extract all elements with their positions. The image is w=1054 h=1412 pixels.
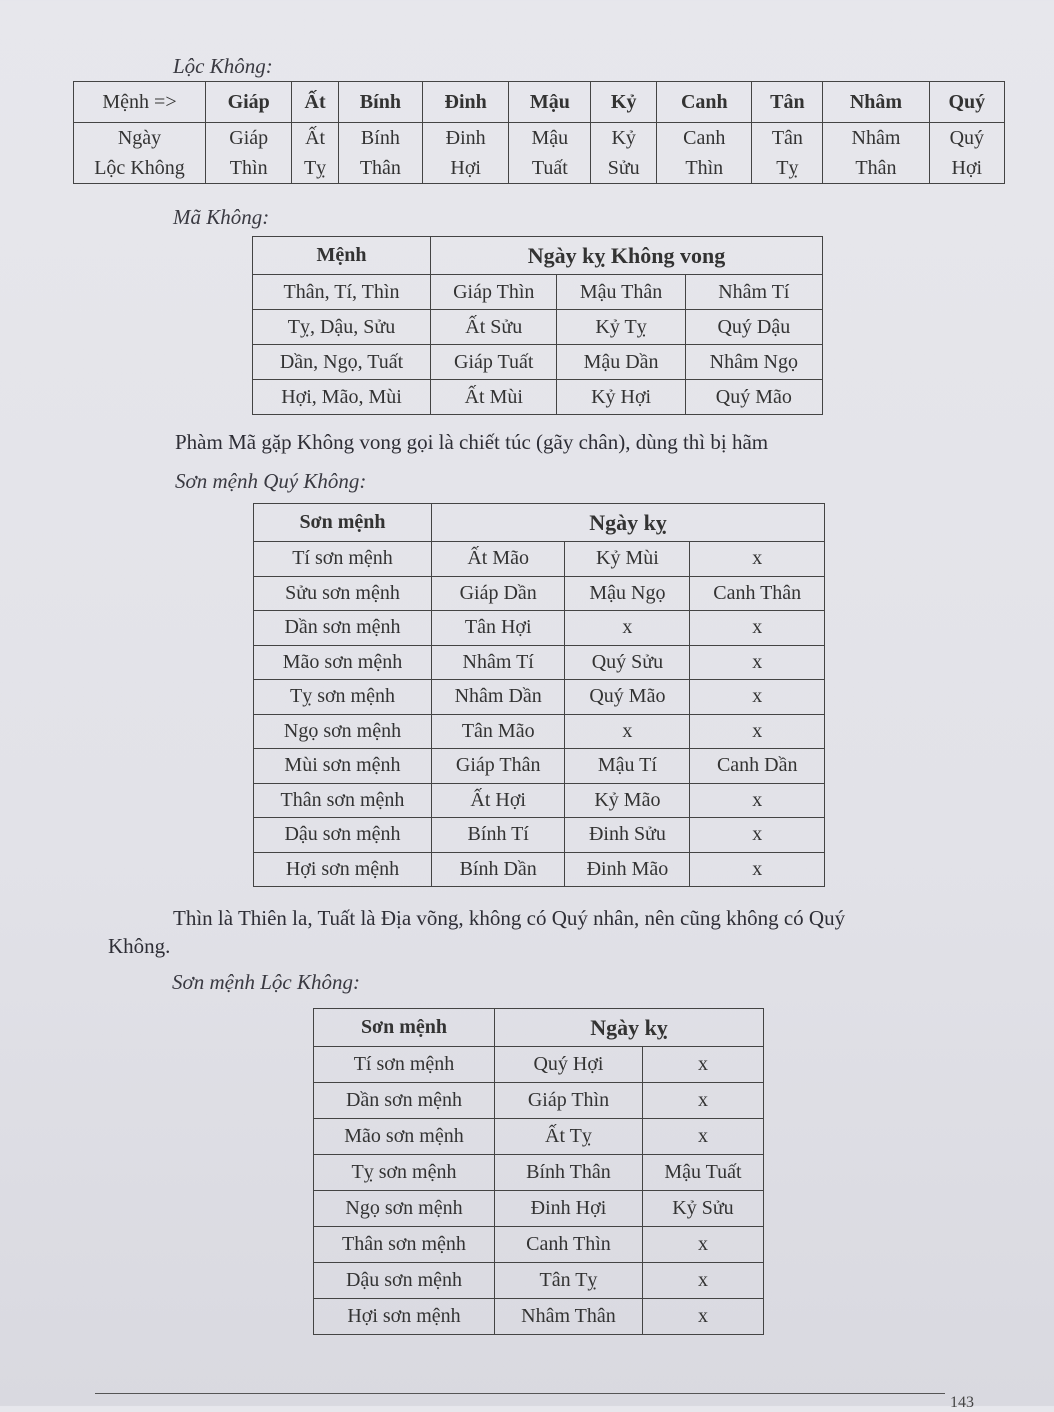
day-stem: Ất [305, 127, 326, 149]
ma-khong-note: Phàm Mã gặp Không vong gọi là chiết túc (gãy chân), dùng thì bị hãm [175, 430, 769, 454]
row-label-cell: Thân sơn mệnh [254, 783, 432, 818]
col-header-son-menh: Sơn mệnh [314, 1009, 495, 1047]
table-row [314, 1299, 764, 1335]
col-header-menh: Mệnh [253, 237, 431, 275]
table-row [254, 576, 825, 611]
loc-khong-day-cell [292, 123, 338, 184]
row-label-cell: Tí sơn mệnh [314, 1047, 495, 1083]
day-cell: x [690, 852, 825, 887]
menh-column-header: Quý [929, 82, 1004, 123]
day-cell: Canh Thìn [495, 1227, 643, 1263]
day-cell: x [642, 1083, 763, 1119]
row-label-cell: Hợi sơn mệnh [314, 1299, 495, 1335]
loc-khong-day-cell [591, 123, 657, 184]
day-cell: x [565, 714, 690, 749]
loc-khong-day-cell [206, 123, 292, 184]
table-row [254, 783, 825, 818]
day-cell: Ất Hợi [432, 783, 565, 818]
day-cell: Giáp Thìn [431, 275, 557, 310]
col-header-ngay-ky: Ngày kỵ [432, 504, 825, 542]
day-cell: Mậu Dần [557, 345, 685, 380]
loc-khong-day-cell [657, 123, 752, 184]
day-cell: x [690, 680, 825, 715]
day-branch: Thân [359, 157, 401, 179]
menh-column-header: Bính [338, 82, 422, 123]
day-branch: Sửu [607, 157, 640, 179]
row-label-cell: Thân, Tí, Thìn [253, 275, 431, 310]
menh-column-header: Đinh [422, 82, 508, 123]
col-header-ngay-ky: Ngày kỵ [495, 1009, 764, 1047]
day-cell: Nhâm Thân [495, 1299, 643, 1335]
day-cell: Nhâm Dần [432, 680, 565, 715]
quy-khong-table [253, 503, 825, 887]
row-label-cell: Sửu sơn mệnh [254, 576, 432, 611]
day-cell: Quý Hợi [495, 1047, 643, 1083]
day-cell: Ất Mão [432, 542, 565, 577]
loc-khong-day-cell [338, 123, 422, 184]
day-cell: x [690, 783, 825, 818]
row-label-cell: Thân sơn mệnh [314, 1227, 495, 1263]
day-branch: Hợi [450, 157, 481, 179]
day-cell: Quý Mão [565, 680, 690, 715]
day-cell: x [690, 611, 825, 646]
table-row [254, 852, 825, 887]
table-row [254, 749, 825, 784]
son-menh-loc-khong-table [313, 1008, 764, 1335]
col-header-son-menh: Sơn mệnh [254, 504, 432, 542]
table-row [254, 680, 825, 715]
loc-khong-day-cell [929, 123, 1004, 184]
day-cell: x [690, 714, 825, 749]
ma-khong-heading: Mã Không: [173, 205, 270, 229]
menh-column-header: Tân [752, 82, 823, 123]
menh-column-header: Ất [292, 82, 338, 123]
ma-khong-table [252, 236, 823, 415]
day-cell: Mậu Tí [565, 749, 690, 784]
day-branch: Tỵ [776, 157, 799, 179]
day-cell: x [642, 1263, 763, 1299]
day-cell: x [690, 818, 825, 853]
table-row [254, 542, 825, 577]
day-branch: Tuất [531, 157, 568, 179]
day-cell: Tân Mão [432, 714, 565, 749]
day-cell: Giáp Thìn [495, 1083, 643, 1119]
day-cell: Kỷ Sửu [642, 1191, 763, 1227]
day-branch: Tỵ [303, 157, 327, 179]
day-cell: Giáp Thân [432, 749, 565, 784]
day-stem: Nhâm [851, 127, 901, 149]
row-label-cell: Hợi, Mão, Mùi [253, 380, 431, 415]
day-cell: Đinh Sửu [565, 818, 690, 853]
footer-rule [95, 1393, 945, 1394]
loc-khong-heading: Lộc Không: [173, 54, 273, 78]
day-cell: Giáp Dần [432, 576, 565, 611]
row-label-cell: Ngọ sơn mệnh [254, 714, 432, 749]
row-label-cell: Dậu sơn mệnh [254, 818, 432, 853]
table-row [254, 611, 825, 646]
page-number: 143 [950, 1394, 974, 1411]
day-cell: Đinh Hợi [495, 1191, 643, 1227]
day-cell: Kỷ Hợi [557, 380, 685, 415]
quy-khong-heading: Sơn mệnh Quý Không: [175, 469, 367, 493]
table-row [254, 714, 825, 749]
row-label-cell: Tỵ sơn mệnh [254, 680, 432, 715]
menh-column-header: Giáp [206, 82, 292, 123]
menh-column-header: Canh [657, 82, 752, 123]
quy-khong-note-line2: Không. [108, 934, 171, 958]
row-label-cell: Tí sơn mệnh [254, 542, 432, 577]
day-cell: Kỷ Mão [565, 783, 690, 818]
loc-khong-day-cell [752, 123, 823, 184]
day-cell: x [565, 611, 690, 646]
day-cell: Bính Thân [495, 1155, 643, 1191]
loc-khong-day-cell [823, 123, 929, 184]
row-label-cell: Tỵ sơn mệnh [314, 1155, 495, 1191]
day-stem: Bính [360, 127, 400, 149]
loc-khong-day-cell [422, 123, 508, 184]
day-stem: Mậu [531, 127, 569, 149]
loc-khong-table [73, 81, 1005, 184]
day-stem: Kỷ [611, 127, 636, 149]
day-cell: Bính Dần [432, 852, 565, 887]
day-cell: Quý Dậu [685, 310, 822, 345]
col-header-ngay-ky-khong-vong: Ngày kỵ Không vong [431, 237, 823, 275]
day-cell: x [690, 542, 825, 577]
table-row [254, 645, 825, 680]
menh-column-header: Nhâm [823, 82, 929, 123]
row-label-cell: Hợi sơn mệnh [254, 852, 432, 887]
loc-khong-day-cell [509, 123, 591, 184]
son-menh-loc-khong-heading: Sơn mệnh Lộc Không: [172, 970, 360, 994]
day-cell: x [642, 1299, 763, 1335]
day-stem: Tân [771, 127, 803, 149]
table-row [314, 1119, 764, 1155]
day-cell: Kỷ Tỵ [557, 310, 685, 345]
day-cell: x [642, 1047, 763, 1083]
row-label-line: Ngày [117, 127, 162, 149]
row-label-cell: Mão sơn mệnh [314, 1119, 495, 1155]
row-label-line: Lộc Không [94, 157, 185, 179]
row-label-cell: Dần sơn mệnh [254, 611, 432, 646]
menh-column-header: Kỷ [591, 82, 657, 123]
row-label-cell: Dần, Ngọ, Tuất [253, 345, 431, 380]
day-cell: x [690, 645, 825, 680]
table-row [253, 275, 823, 310]
table-row [314, 1047, 764, 1083]
day-cell: Đinh Mão [565, 852, 690, 887]
day-cell: Bính Tí [432, 818, 565, 853]
day-branch: Thân [855, 157, 897, 179]
day-cell: Mậu Tuất [642, 1155, 763, 1191]
day-stem: Canh [683, 127, 726, 149]
day-branch: Thìn [229, 157, 268, 179]
day-cell: Ất Sửu [431, 310, 557, 345]
table-row [314, 1227, 764, 1263]
day-cell: Nhâm Tí [432, 645, 565, 680]
row-label-cell: Mão sơn mệnh [254, 645, 432, 680]
day-cell: x [642, 1227, 763, 1263]
row-label-cell: Dậu sơn mệnh [314, 1263, 495, 1299]
table-row [314, 1191, 764, 1227]
day-cell: Canh Dần [690, 749, 825, 784]
row-label-cell: Dần sơn mệnh [314, 1083, 495, 1119]
row-label-cell: Tỵ, Dậu, Sửu [253, 310, 431, 345]
day-cell: Mậu Thân [557, 275, 685, 310]
day-cell: x [642, 1119, 763, 1155]
day-stem: Đinh [445, 127, 486, 149]
row-label-cell: Mùi sơn mệnh [254, 749, 432, 784]
day-cell: Quý Mão [685, 380, 822, 415]
table-row [314, 1083, 764, 1119]
row-label-cell: Ngọ sơn mệnh [314, 1191, 495, 1227]
day-cell: Nhâm Ngọ [685, 345, 822, 380]
table-row [314, 1263, 764, 1299]
day-cell: Nhâm Tí [685, 275, 822, 310]
day-cell: Canh Thân [690, 576, 825, 611]
table-row [253, 310, 823, 345]
day-cell: Giáp Tuất [431, 345, 557, 380]
day-stem: Giáp [229, 127, 269, 149]
quy-khong-note-line1: Thìn là Thiên la, Tuất là Địa võng, không có Quý nhân, nên cũng không có Quý [173, 906, 846, 930]
ngay-loc-khong-label [74, 123, 206, 184]
day-cell: Ất Mùi [431, 380, 557, 415]
day-cell: Mậu Ngọ [565, 576, 690, 611]
table-row [254, 818, 825, 853]
menh-header-cell: Mệnh => [74, 82, 206, 123]
day-cell: Quý Sửu [565, 645, 690, 680]
day-branch: Thìn [685, 157, 724, 179]
menh-column-header: Mậu [509, 82, 591, 123]
table-row [314, 1155, 764, 1191]
table-row [253, 345, 823, 380]
day-cell: Tân Hợi [432, 611, 565, 646]
day-cell: Kỷ Mùi [565, 542, 690, 577]
day-cell: Ất Tỵ [495, 1119, 643, 1155]
table-row [253, 380, 823, 415]
day-stem: Quý [949, 127, 985, 149]
day-branch: Hợi [951, 157, 983, 179]
day-cell: Tân Tỵ [495, 1263, 643, 1299]
